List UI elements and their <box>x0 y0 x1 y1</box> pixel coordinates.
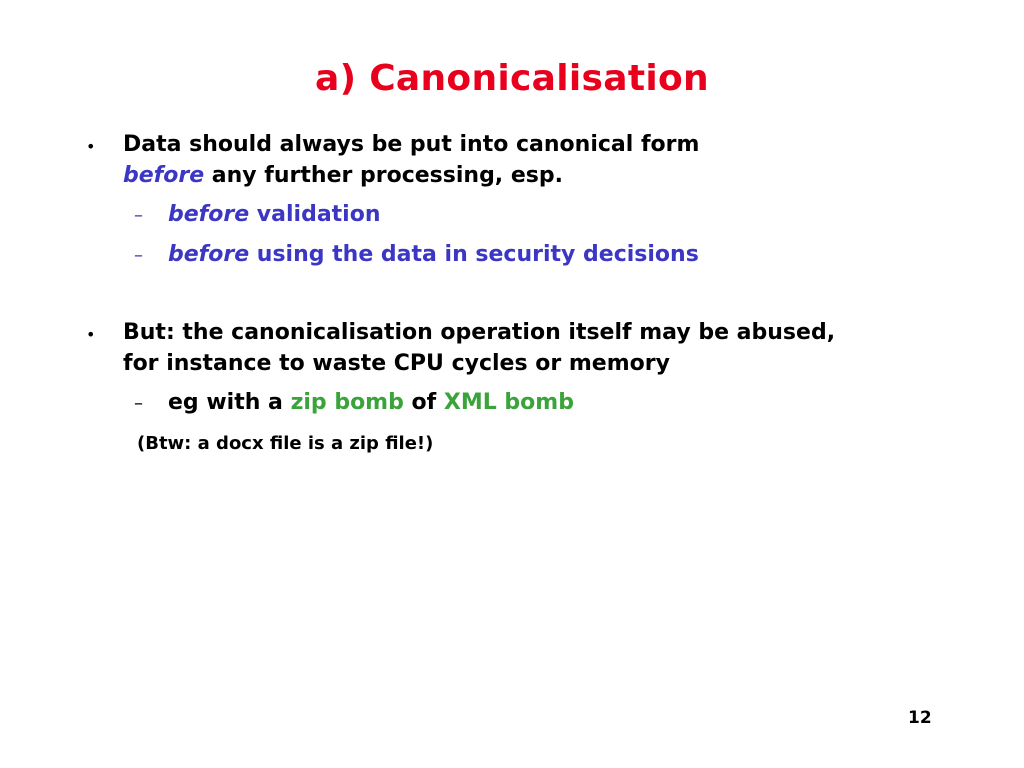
dash-icon: – <box>134 393 143 414</box>
bullet1-emphasis: before <box>123 163 205 188</box>
bullet-icon: • <box>86 137 96 156</box>
bullet2-line1: But: the canonicalisation operation itself may be abused, <box>123 320 836 345</box>
dash-icon: – <box>134 205 143 226</box>
bullet1-line1: Data should always be put into canonical form <box>123 132 700 157</box>
bullet1-sub2-emphasis: before <box>168 242 250 267</box>
slide-title: a) Canonicalisation <box>315 58 709 99</box>
page-number: 12 <box>908 708 932 728</box>
bullet1-line2-text: any further processing, esp. <box>211 163 563 188</box>
footnote: (Btw: a docx file is a zip file!) <box>137 433 434 454</box>
bullet1-sub1-emphasis: before <box>168 202 250 227</box>
xml-bomb-term: XML bomb <box>443 390 574 415</box>
bullet2-line2: for instance to waste CPU cycles or memory <box>123 351 670 376</box>
bullet1-sub2-text: using the data in security decisions <box>256 242 699 267</box>
bullet2-sub1 <box>168 390 574 415</box>
bullet2-sub1-prefix: eg with a <box>168 390 283 415</box>
bullet-icon: • <box>86 325 96 344</box>
bullet1-sub1-text: validation <box>256 202 381 227</box>
dash-icon: – <box>134 245 143 266</box>
bullet1-sub1 <box>168 202 381 227</box>
bullet1-sub2 <box>168 242 699 267</box>
zip-bomb-term: zip bomb <box>290 390 404 415</box>
bullet2-sub1-of: of <box>411 390 437 415</box>
bullet1-line2 <box>123 163 563 188</box>
